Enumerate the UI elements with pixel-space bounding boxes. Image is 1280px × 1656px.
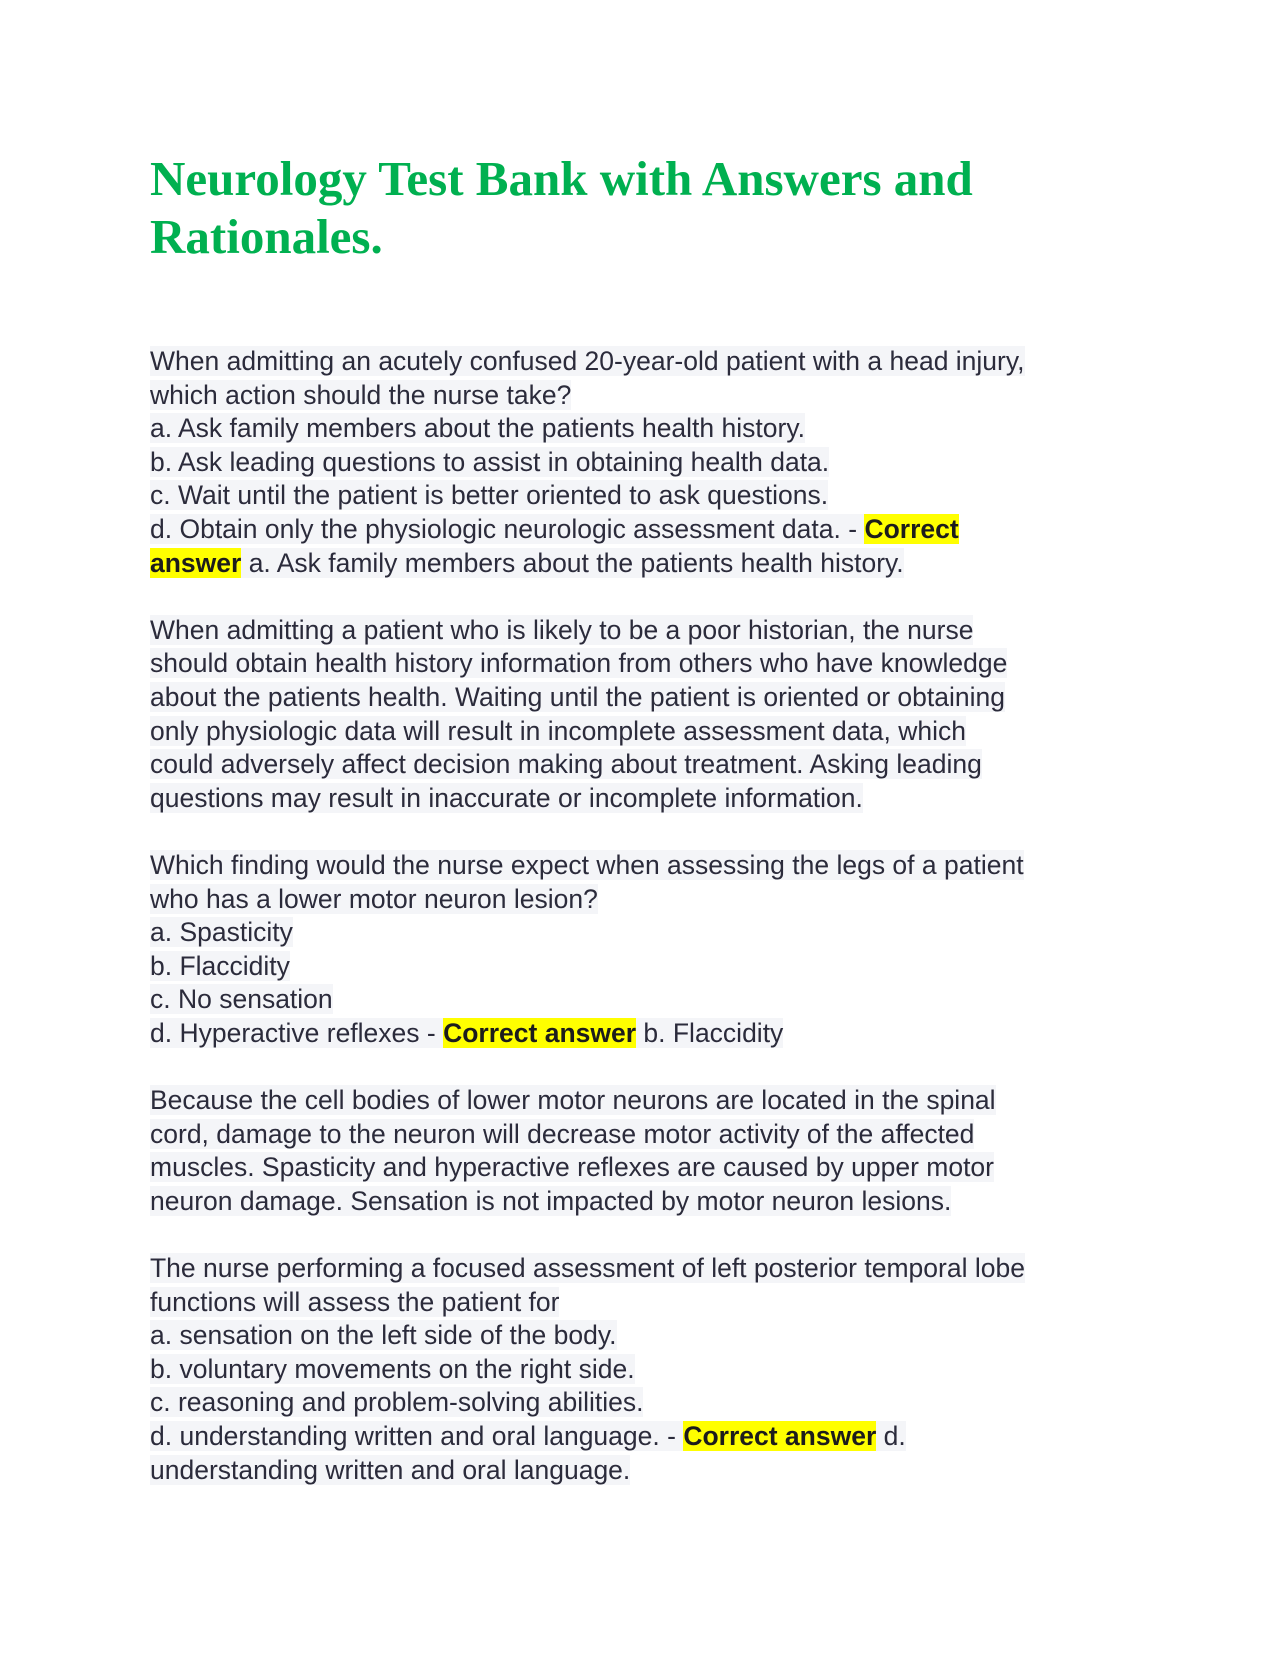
document-body bbox=[150, 345, 1130, 1487]
rationale-1-line: could adversely affect decision making about treatment. Asking leading bbox=[150, 749, 982, 780]
question-3-option-c: c. reasoning and problem-solving abilities. bbox=[150, 1387, 644, 1418]
document-page bbox=[150, 150, 1130, 1521]
question-3-answer-line-2: understanding written and oral language. bbox=[150, 1454, 631, 1485]
rationale-2 bbox=[150, 1084, 1130, 1218]
question-2-stem-line-2: who has a lower motor neuron lesion? bbox=[150, 883, 598, 914]
rationale-1-line: only physiologic data will result in incomplete assessment data, which bbox=[150, 715, 967, 746]
rationale-2-line: muscles. Spasticity and hyperactive reflexes are caused by upper motor bbox=[150, 1152, 994, 1183]
question-2-option-c: c. No sensation bbox=[150, 984, 333, 1015]
question-3-option-d: d. understanding written and oral language. - bbox=[150, 1421, 684, 1451]
rationale-1 bbox=[150, 614, 1130, 816]
question-1-stem-line-2: which action should the nurse take? bbox=[150, 379, 572, 410]
rationale-1-line: about the patients health. Waiting until the patient is oriented or obtaining bbox=[150, 681, 1005, 712]
question-1-option-b: b. Ask leading questions to assist in obtaining health data. bbox=[150, 446, 830, 477]
correct-answer-label-3: Correct answer bbox=[683, 1421, 877, 1451]
correct-answer-label-1b: answer bbox=[150, 547, 242, 578]
correct-answer-label-2: Correct answer bbox=[443, 1017, 637, 1048]
question-1-option-c: c. Wait until the patient is better oriented to ask questions. bbox=[150, 480, 829, 511]
question-1-option-a: a. Ask family members about the patients health history. bbox=[150, 413, 805, 444]
question-3-answer-line-1: d. bbox=[876, 1421, 906, 1451]
correct-answer-label-1a: Correct bbox=[864, 513, 959, 544]
question-1 bbox=[150, 345, 1130, 580]
rationale-1-line: should obtain health history information from others who have knowledge bbox=[150, 648, 1008, 679]
question-1-stem-line-1: When admitting an acutely confused 20-year-old patient with a head injury, bbox=[150, 346, 1025, 376]
question-3 bbox=[150, 1252, 1130, 1487]
question-2-option-d: d. Hyperactive reflexes - bbox=[150, 1017, 444, 1048]
question-2-stem-line-1: Which finding would the nurse expect when assessing the legs of a patient bbox=[150, 849, 1024, 880]
question-2-option-b: b. Flaccidity bbox=[150, 950, 290, 981]
rationale-2-line: neuron damage. Sensation is not impacted by motor neuron lesions. bbox=[150, 1185, 952, 1216]
question-1-option-d: d. Obtain only the physiologic neurologic assessment data. - bbox=[150, 513, 865, 544]
question-2-option-a: a. Spasticity bbox=[150, 917, 293, 948]
question-3-option-a: a. sensation on the left side of the body. bbox=[150, 1320, 617, 1351]
question-3-stem-line-2: functions will assess the patient for bbox=[150, 1286, 560, 1317]
rationale-1-line: When admitting a patient who is likely to be a poor historian, the nurse bbox=[150, 614, 974, 645]
rationale-1-line: questions may result in inaccurate or incomplete information. bbox=[150, 782, 863, 813]
question-3-option-b: b. voluntary movements on the right side. bbox=[150, 1353, 635, 1384]
question-3-stem-line-1: The nurse performing a focused assessment of left posterior temporal lobe bbox=[150, 1253, 1025, 1284]
question-2-answer: b. Flaccidity bbox=[636, 1017, 784, 1048]
question-1-answer: a. Ask family members about the patients health history. bbox=[241, 547, 904, 578]
rationale-2-line: cord, damage to the neuron will decrease motor activity of the affected bbox=[150, 1118, 975, 1149]
document-title: Neurology Test Bank with Answers and Rationales. bbox=[150, 151, 973, 264]
question-2 bbox=[150, 849, 1130, 1051]
rationale-2-line: Because the cell bodies of lower motor neurons are located in the spinal bbox=[150, 1085, 996, 1116]
